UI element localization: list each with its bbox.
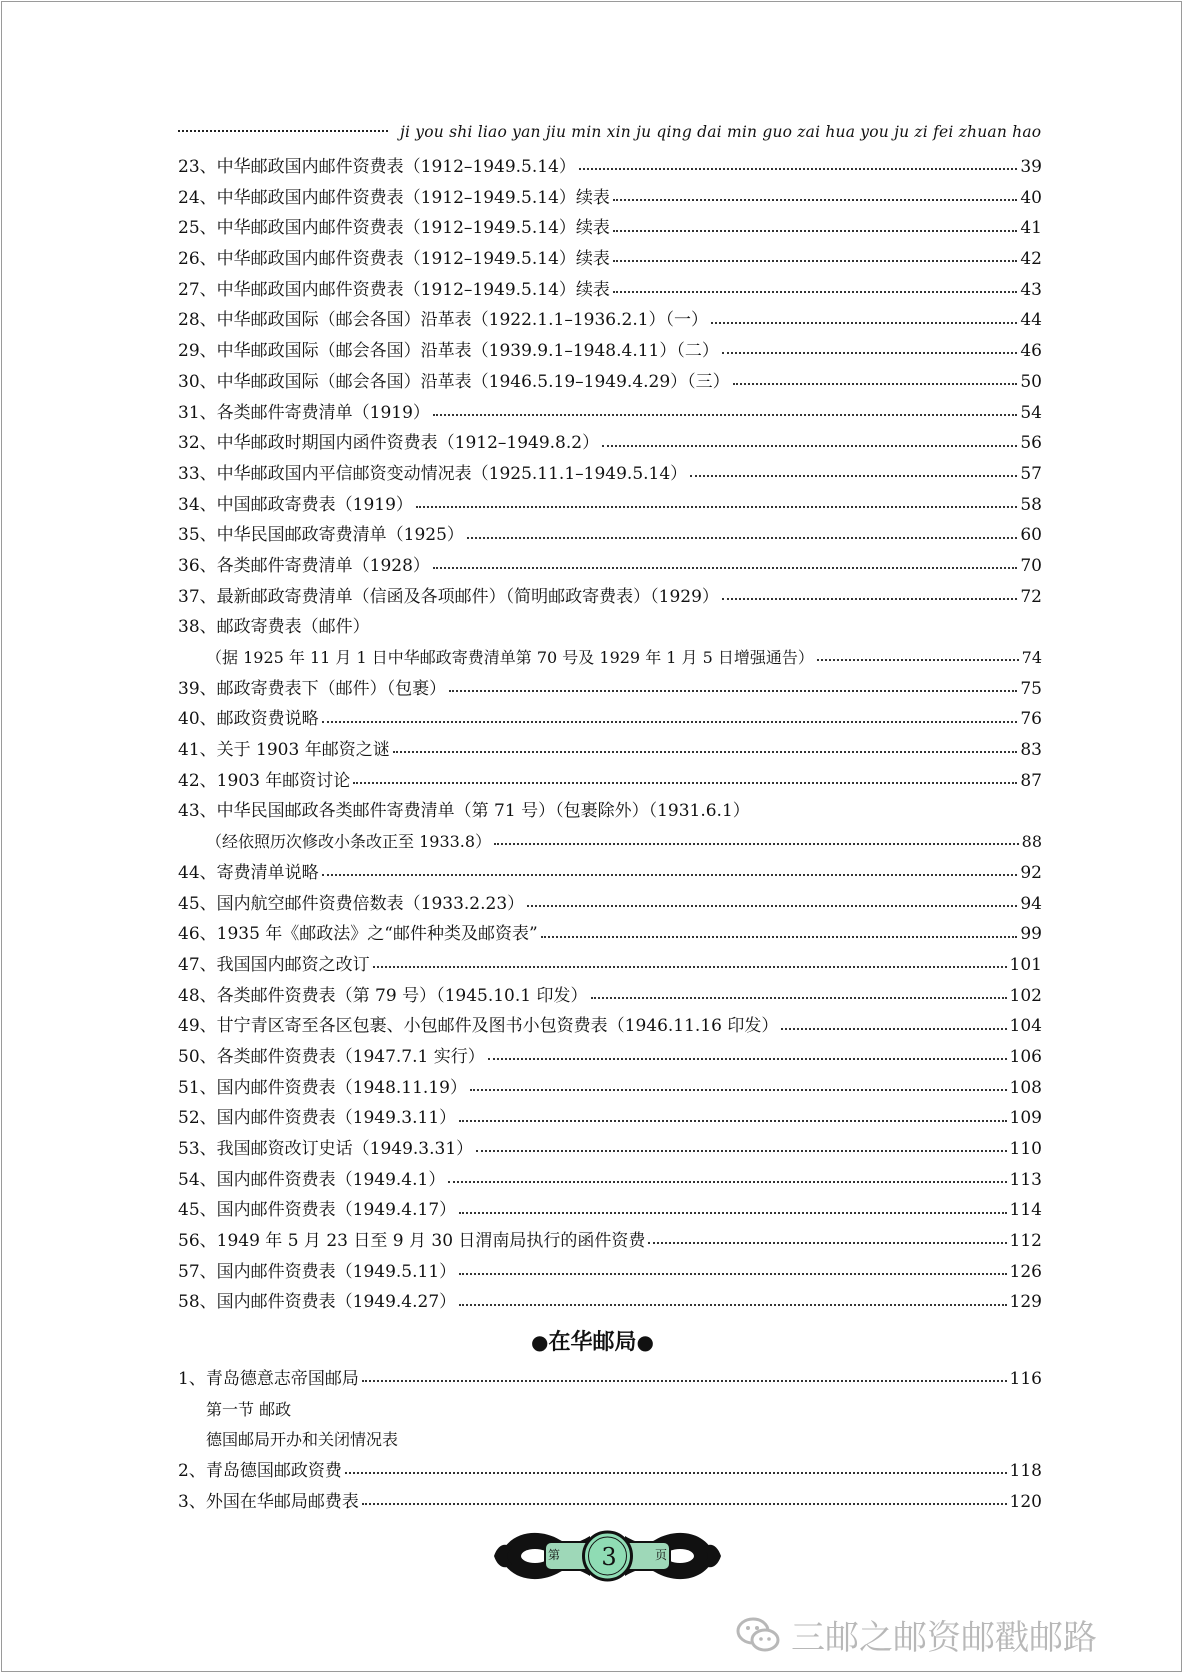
toc-entry-title: 45、国内航空邮件资费倍数表（1933.2.23） [178,893,525,914]
dot-leader [781,1028,1006,1030]
toc-entry-page-number: 109 [1009,1108,1042,1129]
toc-entry-title: 48、各类邮件资费表（第 79 号）（1945.10.1 印发） [178,985,588,1006]
toc-entry-title: 43、中华民国邮政各类邮件寄费清单（第 71 号）（包裹除外）（1931.6.1） [178,801,750,822]
toc-entry [178,213,1042,244]
dot-leader [648,1242,1006,1244]
toc-entry-title: 40、邮政资费说略 [178,709,319,730]
toc-entry [178,336,1042,367]
dot-leader [527,905,1017,907]
toc-entry [178,367,1042,398]
dot-leader [459,1120,1006,1122]
dot-leader [433,414,1017,416]
toc-entry-page-number: 104 [1009,1016,1042,1037]
wechat-icon [735,1615,781,1655]
toc-entry-title: 38、邮政寄费表（邮件） [178,617,370,638]
toc-entry [178,305,1042,336]
toc-entry [178,428,1042,459]
toc-entry-page-number: 44 [1020,310,1042,331]
dot-leader [470,1089,1007,1091]
toc-entry-title: 29、中华邮政国际（邮会各国）沿革表（1939.9.1–1948.4.11）（二） [178,341,719,362]
toc-entry-page-number: 101 [1009,954,1042,975]
dot-leader [733,383,1018,385]
dot-leader [362,1503,1007,1505]
page-number: 3 [601,1543,617,1571]
dot-leader [476,1150,1006,1152]
dot-leader [613,199,1017,201]
toc-entry [178,520,1042,551]
toc-entry-title: 26、中华邮政国内邮件资费表（1912–1949.5.14）续表 [178,249,610,270]
toc-entry-page-number: 75 [1020,678,1042,699]
toc-entry [178,275,1042,306]
toc-entry-title: 44、寄费清单说略 [178,862,319,883]
toc-entry-title: 46、1935 年《邮政法》之“邮件种类及邮资表” [178,924,538,945]
dot-leader [579,168,1017,170]
toc-entry-title: 31、各类邮件寄费清单（1919） [178,402,430,423]
toc-entry-title: 49、甘宁青区寄至各区包裹、小包邮件及图书小包资费表（1946.11.16 印发） [178,1016,779,1037]
toc-entry [178,858,1042,889]
toc-entry [178,152,1042,183]
toc-entry-title: 57、国内邮件资费表（1949.5.11） [178,1261,457,1282]
toc-entry [178,1073,1042,1104]
toc-entry-title: 1、青岛德意志帝国邮局 [178,1369,359,1389]
toc-entry-page-number: 116 [1009,1369,1042,1389]
header-dot-leader [178,130,388,132]
toc-entry [178,1011,1042,1042]
toc-entry-page-number: 40 [1020,187,1042,208]
dot-leader [345,1472,1007,1474]
dot-leader [541,936,1018,938]
toc-entry-title: 36、各类邮件寄费清单（1928） [178,555,430,576]
toc-entry-page-number: 57 [1020,463,1042,484]
dot-leader [353,782,1017,784]
toc-entry [178,244,1042,275]
toc-entry [178,1134,1042,1165]
toc-entry-title: 24、中华邮政国内邮件资费表（1912–1949.5.14）续表 [178,187,610,208]
toc-entry [178,674,1042,705]
table-of-contents-section-2 [178,1364,1042,1517]
dot-leader [690,475,1017,477]
toc-entry-title: 45、国内邮件资费表（1949.4.17） [178,1200,457,1221]
toc-entry [178,1425,1042,1456]
toc-entry [178,1456,1042,1487]
toc-entry-title: 39、邮政寄费表下（邮件）（包裹） [178,678,447,699]
toc-entry-title: 3、外国在华邮局邮费表 [178,1491,359,1512]
toc-entry-page-number: 39 [1020,157,1042,177]
toc-entry-title: 33、中华邮政国内平信邮资变动情况表（1925.11.1–1949.5.14） [178,463,688,484]
dot-leader [467,537,1017,539]
toc-entry-page-number: 70 [1020,555,1042,576]
dot-leader [322,874,1018,876]
toc-entry-page-number: 129 [1009,1292,1042,1313]
toc-entry [178,796,1042,827]
toc-entry-page-number: 54 [1020,402,1042,423]
dot-leader [373,966,1007,968]
running-header [178,123,1042,141]
toc-entry [178,981,1042,1012]
toc-entry [178,398,1042,429]
table-of-contents [178,152,1042,1318]
toc-entry-page-number: 108 [1009,1077,1042,1098]
page-label-right: 页 [655,1548,668,1562]
toc-entry-page-number: 41 [1020,218,1042,239]
dot-leader [488,1058,1007,1060]
dot-leader [449,690,1017,692]
dot-leader [711,322,1017,324]
toc-entry [178,827,1042,858]
bullet-right-icon: ● [636,1330,654,1354]
toc-entry-title: 32、中华邮政时期国内函件资费表（1912–1949.8.2） [178,433,600,454]
toc-entry [178,735,1042,766]
toc-entry [178,1226,1042,1257]
toc-entry-title: 54、国内邮件资费表（1949.4.1） [178,1169,446,1190]
toc-entry-page-number: 56 [1020,433,1042,454]
toc-entry [178,459,1042,490]
toc-entry [178,1395,1042,1426]
dot-leader [322,721,1018,723]
dot-leader [817,659,1019,661]
watermark-text: 三邮之邮资邮戳邮路 [791,1618,1097,1658]
toc-entry [178,183,1042,214]
toc-entry [178,1042,1042,1073]
dot-leader [613,230,1017,232]
header-pinyin-title: ji you shi liao yan jiu min xin ju qing dai min guo zai hua you ju zi fei zhuan hao [400,123,1042,141]
section-title: 在华邮局 [548,1330,637,1355]
dot-leader [362,1380,1007,1382]
toc-entry-title: 第一节 邮政 [206,1399,292,1419]
toc-entry-title: 37、最新邮政寄费清单（信函及各项邮件）（简明邮政寄费表）（1929） [178,586,719,607]
toc-entry-page-number: 106 [1009,1046,1042,1067]
toc-entry-page-number: 120 [1009,1491,1042,1512]
toc-entry [178,551,1042,582]
toc-entry-title: （经依照历次修改小条改正至 1933.8） [206,832,492,852]
toc-entry [178,919,1042,950]
toc-entry-page-number: 94 [1020,893,1042,914]
toc-entry-title: 51、国内邮件资费表（1948.11.19） [178,1077,467,1098]
toc-entry [178,643,1042,674]
toc-entry-title: 28、中华邮政国际（邮会各国）沿革表（1922.1.1–1936.2.1）（一） [178,310,709,331]
toc-entry [178,1165,1042,1196]
watermark [735,1610,1097,1659]
toc-entry-title: 56、1949 年 5 月 23 日至 9 月 30 日渭南局执行的函件资费 [178,1231,646,1252]
toc-entry [178,1195,1042,1226]
section-heading [0,1325,1185,1356]
dot-leader [459,1212,1006,1214]
toc-entry-page-number: 113 [1009,1169,1042,1190]
toc-entry-page-number: 114 [1009,1200,1042,1221]
toc-entry-page-number: 126 [1009,1261,1042,1282]
dot-leader [602,445,1017,447]
toc-entry-title: 47、我国国内邮资之改订 [178,954,370,975]
toc-entry [178,612,1042,643]
toc-entry [178,1487,1042,1518]
dot-leader [613,260,1017,262]
dot-leader [722,598,1017,600]
toc-entry-title: 41、关于 1903 年邮资之谜 [178,740,390,761]
dot-leader [722,352,1018,354]
dot-leader [494,843,1019,845]
toc-entry-page-number: 92 [1020,862,1042,883]
dot-leader [433,567,1017,569]
dot-leader [416,506,1017,508]
toc-entry [178,1103,1042,1134]
toc-entry-title: 34、中国邮政寄费表（1919） [178,494,413,515]
dot-leader [591,997,1007,999]
toc-entry-page-number: 99 [1020,924,1042,945]
toc-entry-page-number: 72 [1020,586,1042,607]
toc-entry-page-number: 102 [1009,985,1042,1006]
toc-entry [178,1257,1042,1288]
bullet-left-icon: ● [531,1330,549,1354]
toc-entry-title: 50、各类邮件资费表（1947.7.1 实行） [178,1046,485,1067]
dot-leader [448,1181,1006,1183]
toc-entry-title: 58、国内邮件资费表（1949.4.27） [178,1292,457,1313]
toc-entry-page-number: 46 [1020,341,1042,362]
toc-entry-page-number: 88 [1021,832,1042,852]
toc-entry [178,950,1042,981]
toc-entry [178,766,1042,797]
toc-entry-title: 德国邮局开办和关闭情况表 [206,1430,399,1450]
dot-leader [613,291,1017,293]
toc-entry [178,1287,1042,1318]
toc-entry-title: 25、中华邮政国内邮件资费表（1912–1949.5.14）续表 [178,218,610,239]
toc-entry-title: 27、中华邮政国内邮件资费表（1912–1949.5.14）续表 [178,279,610,300]
toc-entry-page-number: 118 [1009,1461,1042,1482]
toc-entry-title: 42、1903 年邮资讨论 [178,770,351,791]
toc-entry-title: （据 1925 年 11 月 1 日中华邮政寄费清单第 70 号及 1929 年 1 月 5 日增强通告） [206,648,814,667]
toc-entry-title: 23、中华邮政国内邮件资费表（1912–1949.5.14） [178,157,576,177]
toc-entry-page-number: 58 [1020,494,1042,515]
page-label-left: 第 [548,1548,561,1562]
dot-leader [459,1273,1006,1275]
toc-entry-title: 30、中华邮政国际（邮会各国）沿革表（1946.5.19–1949.4.29）（三） [178,371,730,392]
toc-entry-page-number: 83 [1020,740,1042,761]
toc-entry-page-number: 60 [1020,525,1042,546]
toc-entry-page-number: 110 [1009,1139,1042,1159]
toc-entry-page-number: 87 [1020,770,1042,791]
dot-leader [459,1304,1006,1306]
toc-entry-page-number: 76 [1020,709,1042,730]
toc-entry-page-number: 42 [1020,249,1042,270]
toc-entry [178,704,1042,735]
toc-entry [178,889,1042,920]
toc-entry-title: 2、青岛德国邮政资费 [178,1461,342,1482]
toc-entry-page-number: 50 [1020,371,1042,392]
toc-entry-page-number: 112 [1009,1231,1042,1252]
toc-entry [178,490,1042,521]
toc-entry [178,1364,1042,1395]
dot-leader [393,751,1018,753]
toc-entry-page-number: 43 [1020,279,1042,300]
toc-entry-title: 52、国内邮件资费表（1949.3.11） [178,1108,457,1129]
toc-entry [178,582,1042,613]
toc-entry-title: 35、中华民国邮政寄费清单（1925） [178,525,464,546]
toc-entry-page-number: 74 [1021,648,1042,667]
toc-entry-title: 53、我国邮资改订史话（1949.3.31） [178,1139,474,1159]
